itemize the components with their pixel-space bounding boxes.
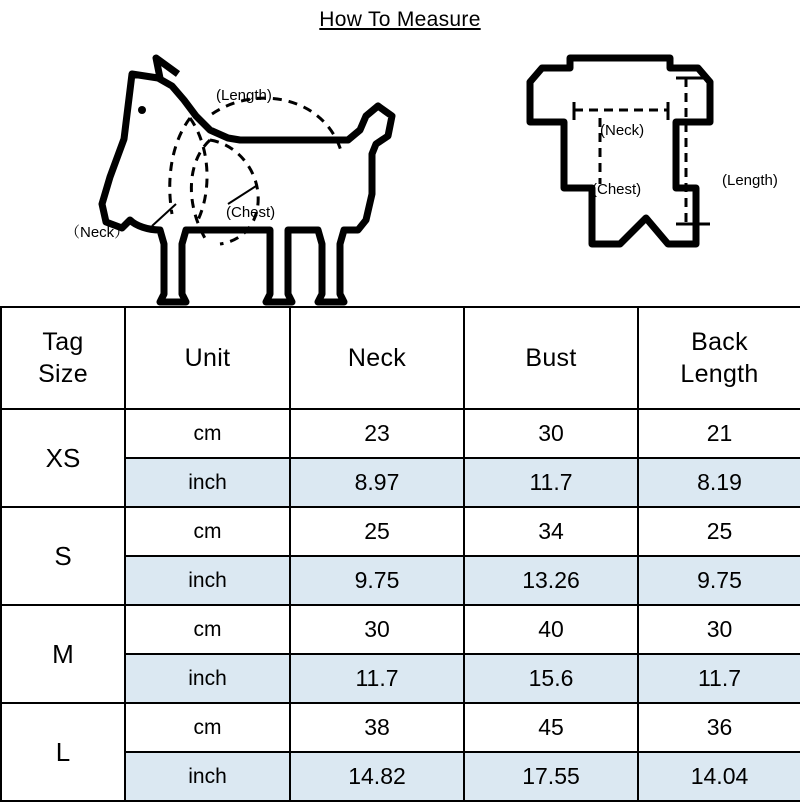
l-neck-cm: 38: [290, 703, 464, 752]
measurement-diagrams: [0, 44, 800, 306]
header-bust: Bust: [464, 307, 638, 409]
row-size-xs: XS: [1, 409, 125, 507]
s-neck-inch: 9.75: [290, 556, 464, 605]
xs-back-cm: 21: [638, 409, 800, 458]
dog-chest-label: (Chest): [226, 204, 276, 221]
header-back-length-line1: Back: [691, 328, 748, 356]
unit-cm: cm: [125, 409, 290, 458]
l-bust-inch: 17.55: [464, 752, 638, 801]
table-row: [1, 507, 800, 556]
header-back-length: [638, 307, 800, 409]
dog-length-label: (Length): [216, 87, 272, 104]
m-neck-inch: 11.7: [290, 654, 464, 703]
header-tag-size-line1: Tag: [42, 328, 84, 356]
garment-chest-label: (Chest): [592, 181, 642, 198]
l-neck-inch: 14.82: [290, 752, 464, 801]
l-back-cm: 36: [638, 703, 800, 752]
l-back-inch: 14.04: [638, 752, 800, 801]
s-bust-inch: 13.26: [464, 556, 638, 605]
dog-neck-label: （Neck）: [65, 224, 130, 241]
garment-neck-label: (Neck): [600, 122, 645, 139]
unit-cm: cm: [125, 605, 290, 654]
m-neck-cm: 30: [290, 605, 464, 654]
xs-bust-inch: 11.7: [464, 458, 638, 507]
row-size-l: L: [1, 703, 125, 801]
m-bust-cm: 40: [464, 605, 638, 654]
unit-inch: inch: [125, 556, 290, 605]
page-title: How To Measure: [319, 8, 481, 31]
header-neck: Neck: [290, 307, 464, 409]
table-header-row: [1, 307, 800, 409]
garment-length-label: (Length): [722, 172, 778, 189]
header-tag-size: [1, 307, 125, 409]
table-row: [1, 409, 800, 458]
unit-inch: inch: [125, 752, 290, 801]
unit-cm: cm: [125, 507, 290, 556]
m-back-inch: 11.7: [638, 654, 800, 703]
header-tag-size-line2: Size: [38, 360, 88, 388]
row-size-m: M: [1, 605, 125, 703]
header-unit: Unit: [125, 307, 290, 409]
s-bust-cm: 34: [464, 507, 638, 556]
unit-cm: cm: [125, 703, 290, 752]
unit-inch: inch: [125, 458, 290, 507]
l-bust-cm: 45: [464, 703, 638, 752]
table-row: [1, 605, 800, 654]
dog-diagram-labels: [60, 44, 440, 306]
xs-neck-cm: 23: [290, 409, 464, 458]
table-row: [1, 703, 800, 752]
xs-bust-cm: 30: [464, 409, 638, 458]
unit-inch: inch: [125, 654, 290, 703]
s-back-cm: 25: [638, 507, 800, 556]
s-neck-cm: 25: [290, 507, 464, 556]
garment-diagram-labels: [500, 44, 800, 306]
size-chart-table: [0, 306, 800, 802]
s-back-inch: 9.75: [638, 556, 800, 605]
m-back-cm: 30: [638, 605, 800, 654]
xs-back-inch: 8.19: [638, 458, 800, 507]
xs-neck-inch: 8.97: [290, 458, 464, 507]
row-size-s: S: [1, 507, 125, 605]
header-back-length-line2: Length: [680, 360, 759, 388]
m-bust-inch: 15.6: [464, 654, 638, 703]
